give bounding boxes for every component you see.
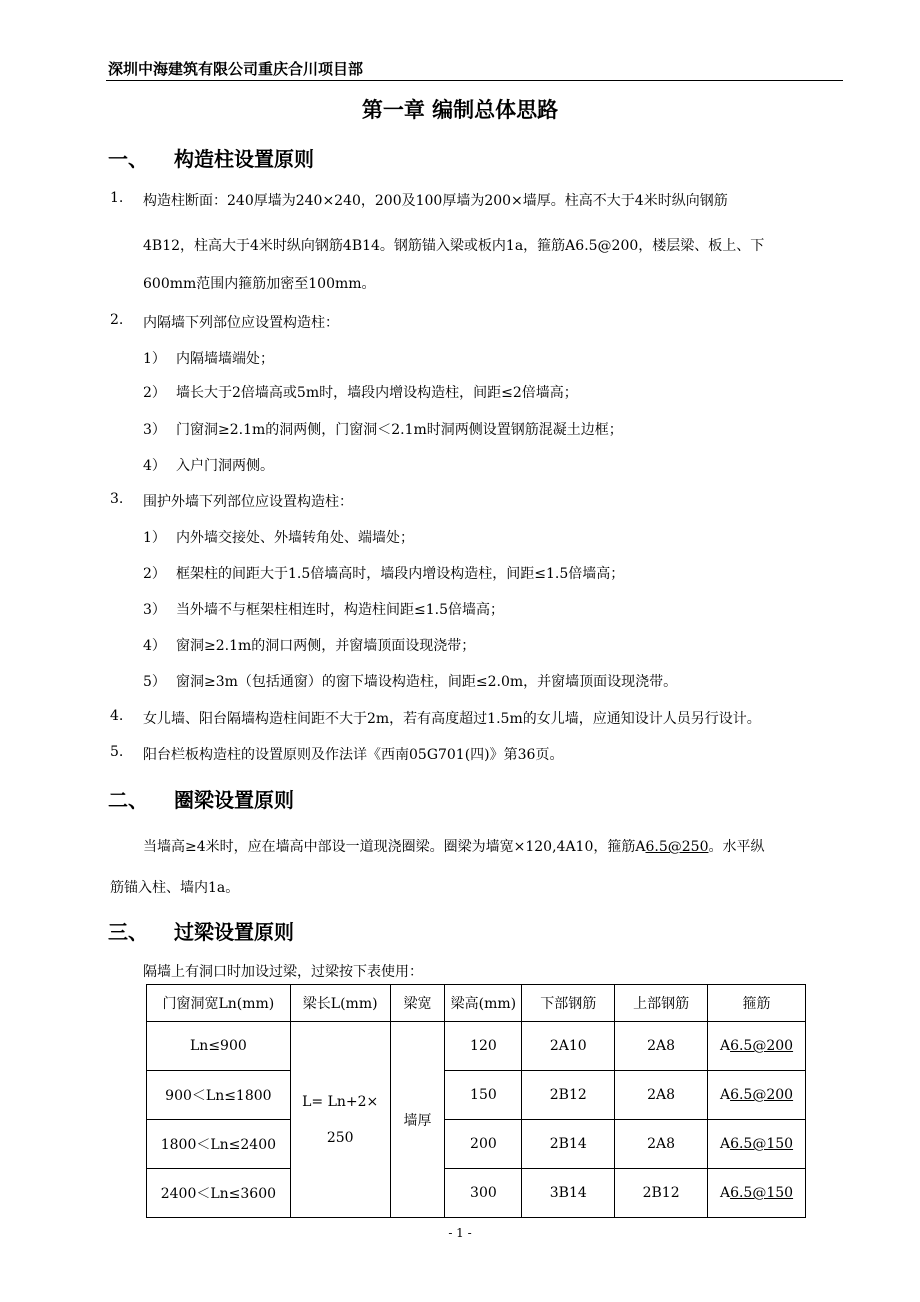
item-number: 5. [110,744,124,760]
table-row [147,1120,806,1169]
item-number: 1. [110,190,124,206]
sub-item-text: 窗洞≥3m（包括通窗）的窗下墙设构造柱，间距≤2.0m，并窗墙顶面设现浇带。 [176,674,678,690]
page-number: - 1 - [448,1226,472,1240]
paragraph-line: 构造柱断面：240厚墙为240×240，200及100厚墙为200×墙厚。柱高不大于4米时纵向钢筋 [143,193,728,209]
column-header: 箍筋 [708,985,806,1022]
sub-item-number: 1） [143,530,166,546]
column-header: 梁宽 [390,985,445,1022]
section-number: 二、 [108,788,148,812]
text-run: A [719,1087,731,1103]
text-run-underlined: 6.5@150 [730,1185,794,1201]
span-cell: 900＜Ln≤1800 [147,1071,291,1120]
table-row [147,1022,806,1071]
stirrup-cell [708,1022,806,1071]
bottom-rebar-cell: 3B14 [522,1169,615,1218]
text-run-underlined: 6.5@250 [645,839,709,855]
item-number: 4. [110,708,124,724]
beam-length-cell [290,1022,390,1218]
height-cell: 300 [445,1169,522,1218]
sub-item-text: 窗洞≥2.1m的洞口两侧，并窗墙顶面设现浇带； [176,638,476,654]
bottom-rebar-cell: 2B12 [522,1071,615,1120]
list-item-text: 女儿墙、阳台隔墙构造柱间距不大于2m，若有高度超过1.5m的女儿墙，应通知设计人员另行设计。 [143,711,761,727]
paragraph-line [143,836,764,856]
text-run-underlined: 6.5@200 [730,1038,794,1054]
beam-length-line: L= Ln+2× [302,1093,379,1110]
text-run: A [719,1136,731,1152]
sub-item-number: 1） [143,351,166,367]
section-2-heading [108,784,294,813]
section-title: 过梁设置原则 [174,920,294,944]
sub-item-text: 当外墙不与框架柱相连时，构造柱间距≤1.5倍墙高； [176,602,504,618]
span-cell: 1800＜Ln≤2400 [147,1120,291,1169]
height-cell: 120 [445,1022,522,1071]
text-run: 当墙高≥4米时，应在墙高中部设一道现浇圈梁。圈梁为墙宽×120,4A10，箍筋A [143,839,646,855]
sub-item-text: 墙长大于2倍墙高或5m时，墙段内增设构造柱，间距≤2倍墙高； [176,385,578,401]
list-item-text: 阳台栏板构造柱的设置原则及作法详《西南05G701(四)》第36页。 [143,747,564,763]
lintel-table [146,984,806,1218]
sub-item-text: 门窗洞≥2.1m的洞两侧，门窗洞＜2.1m时洞两侧设置钢筋混凝土边框； [176,422,623,438]
top-rebar-cell: 2A8 [615,1071,708,1120]
page-header: 深圳中海建筑有限公司重庆合川项目部 [108,60,364,78]
stirrup-cell [708,1071,806,1120]
text-run-underlined: 6.5@150 [730,1136,794,1152]
header-divider [106,80,843,81]
section-3-heading [108,916,294,945]
table-row [147,1071,806,1120]
paragraph-line: 筋锚入柱、墙内1a。 [110,880,240,896]
paragraph-line: 4B12，柱高大于4米时纵向钢筋4B14。钢筋锚入梁或板内1a，箍筋A6.5@200，楼层梁、板上、下 [143,238,765,254]
sub-item-text: 框架柱的间距大于1.5倍墙高时，墙段内增设构造柱，间距≤1.5倍墙高； [176,566,625,582]
bottom-rebar-cell: 2B14 [522,1120,615,1169]
table-header-row [147,985,806,1022]
sub-item-text: 入户门洞两侧。 [176,458,274,474]
top-rebar-cell: 2A8 [615,1120,708,1169]
text-run: A [719,1185,731,1201]
table-row [147,1169,806,1218]
top-rebar-cell: 2B12 [615,1169,708,1218]
text-run-underlined: 6.5@200 [730,1087,794,1103]
sub-item-number: 2） [143,385,166,401]
column-header: 门窗洞宽Ln(mm) [147,985,291,1022]
sub-item-number: 3） [143,422,166,438]
beam-width-cell: 墙厚 [390,1022,445,1218]
paragraph-line: 600mm范围内箍筋加密至100mm。 [143,276,376,292]
top-rebar-cell: 2A8 [615,1022,708,1071]
section-number: 一、 [108,147,148,171]
span-cell: Ln≤900 [147,1022,291,1071]
beam-length-line: 250 [326,1129,354,1146]
list-item-text: 内隔墙下列部位应设置构造柱： [143,315,339,331]
item-number: 2. [110,312,124,328]
text-run: 。水平纵 [708,839,765,855]
sub-item-text: 内隔墙墙端处； [176,351,274,367]
section-title: 构造柱设置原则 [174,147,314,171]
chapter-title: 第一章 编制总体思路 [361,98,559,122]
height-cell: 150 [445,1071,522,1120]
section-number: 三、 [108,920,148,944]
sub-item-number: 4） [143,638,166,654]
sub-item-number: 5） [143,674,166,690]
item-number: 3. [110,491,124,507]
column-header: 上部钢筋 [615,985,708,1022]
span-cell: 2400＜Ln≤3600 [147,1169,291,1218]
sub-item-text: 内外墙交接处、外墙转角处、端墙处； [176,530,414,546]
section-1-heading [108,143,314,172]
sub-item-number: 3） [143,602,166,618]
sub-item-number: 4） [143,458,166,474]
bottom-rebar-cell: 2A10 [522,1022,615,1071]
stirrup-cell [708,1169,806,1218]
stirrup-cell [708,1120,806,1169]
column-header: 下部钢筋 [522,985,615,1022]
text-run: A [719,1038,731,1054]
list-item-text: 围护外墙下列部位应设置构造柱： [143,494,353,510]
column-header: 梁高(mm) [445,985,522,1022]
height-cell: 200 [445,1120,522,1169]
section-title: 圈梁设置原则 [174,788,294,812]
table-intro: 隔墙上有洞口时加设过梁，过梁按下表使用： [143,964,423,980]
column-header: 梁长L(mm) [290,985,390,1022]
sub-item-number: 2） [143,566,166,582]
